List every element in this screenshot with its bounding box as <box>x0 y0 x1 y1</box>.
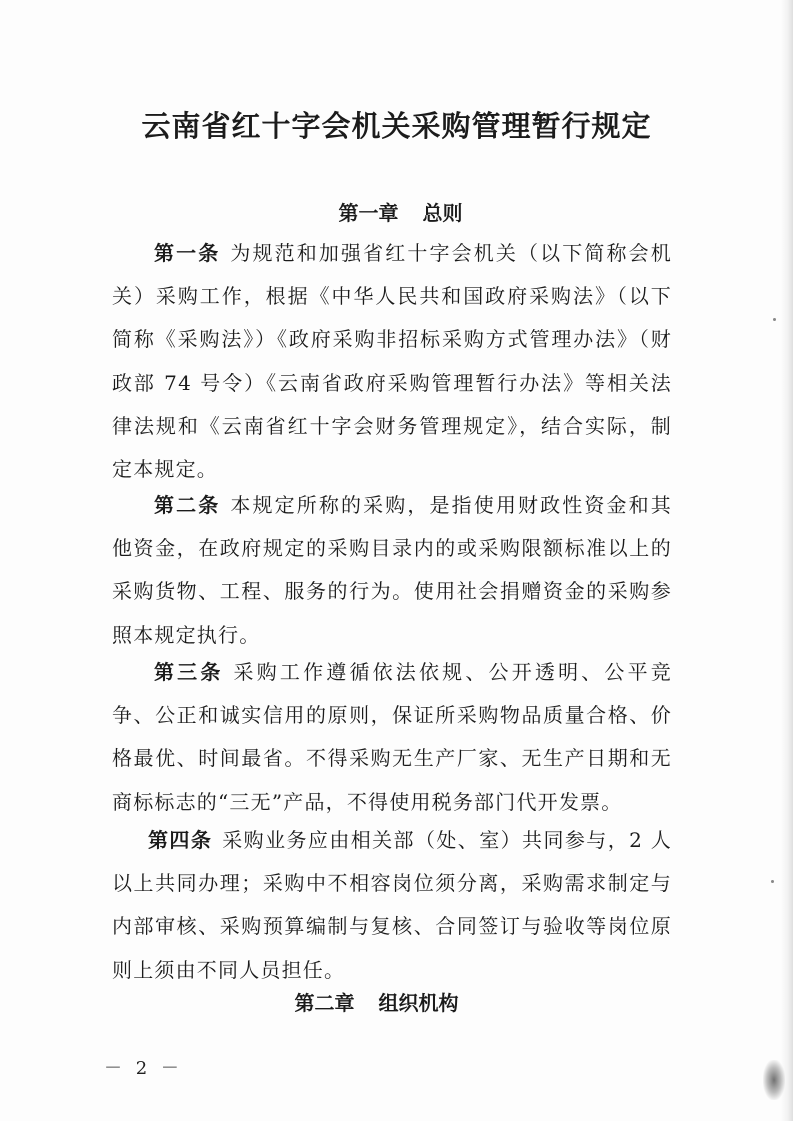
article-text: 本规定所称的采购，是指使用财政性资金和其他资金，在政府规定的采购目录内的或采购限额标准以上的采购货物、工程、服务的行为。使用社会捐赠资金的采购参照本规定执行。 <box>112 493 673 647</box>
article-1 <box>112 232 672 491</box>
chapter-label: 第二章 <box>294 991 355 1015</box>
chapter-heading-1 <box>4 197 793 226</box>
chapter-name: 组织机构 <box>378 991 459 1015</box>
scan-smudge <box>763 1060 785 1100</box>
article-3 <box>112 651 672 824</box>
article-text: 为规范和加强省红十字会机关（以下简称会机关）采购工作，根据《中华人民共和国政府采购法》（以下简称《采购法》）《政府采购非招标采购方式管理办法》（财政部 74 号令）《云南省政府采购管理暂行办法》等相关法律法规和《云南省红十字会财务管理规定》，结合实际，制定本规定。 <box>112 241 673 482</box>
scan-edge-shadow <box>781 0 793 1121</box>
chapter-heading-2 <box>0 987 773 1016</box>
page-number: － 2 － <box>104 1058 183 1079</box>
article-2 <box>112 484 672 657</box>
document-title: 云南省红十字会机关采购管理暂行规定 <box>141 109 652 143</box>
article-lead: 第二条 <box>154 493 221 517</box>
scan-speck <box>771 880 774 883</box>
article-lead: 第三条 <box>154 660 224 684</box>
scan-speck <box>773 318 776 321</box>
article-text: 采购业务应由相关部（处、室）共同参与，2 人以上共同办理；采购中不相容岗位须分离，采购需求制定与内部审核、采购预算编制与复核、合同签订与验收等岗位原则上须由不同人员担任。 <box>112 828 672 982</box>
article-lead: 第四条 <box>148 828 213 852</box>
chapter-label: 第一章 <box>338 201 399 225</box>
article-4 <box>112 819 672 992</box>
article-lead: 第一条 <box>154 241 221 265</box>
chapter-name: 总则 <box>422 201 463 225</box>
article-text: 采购工作遵循依法依规、公开透明、公平竞争、公正和诚实信用的原则，保证所采购物品质量合格、价格最优、时间最省。不得采购无生产厂家、无生产日期和无商标标志的“三无”产品，不得使用税务部门代开发票。 <box>112 660 672 814</box>
